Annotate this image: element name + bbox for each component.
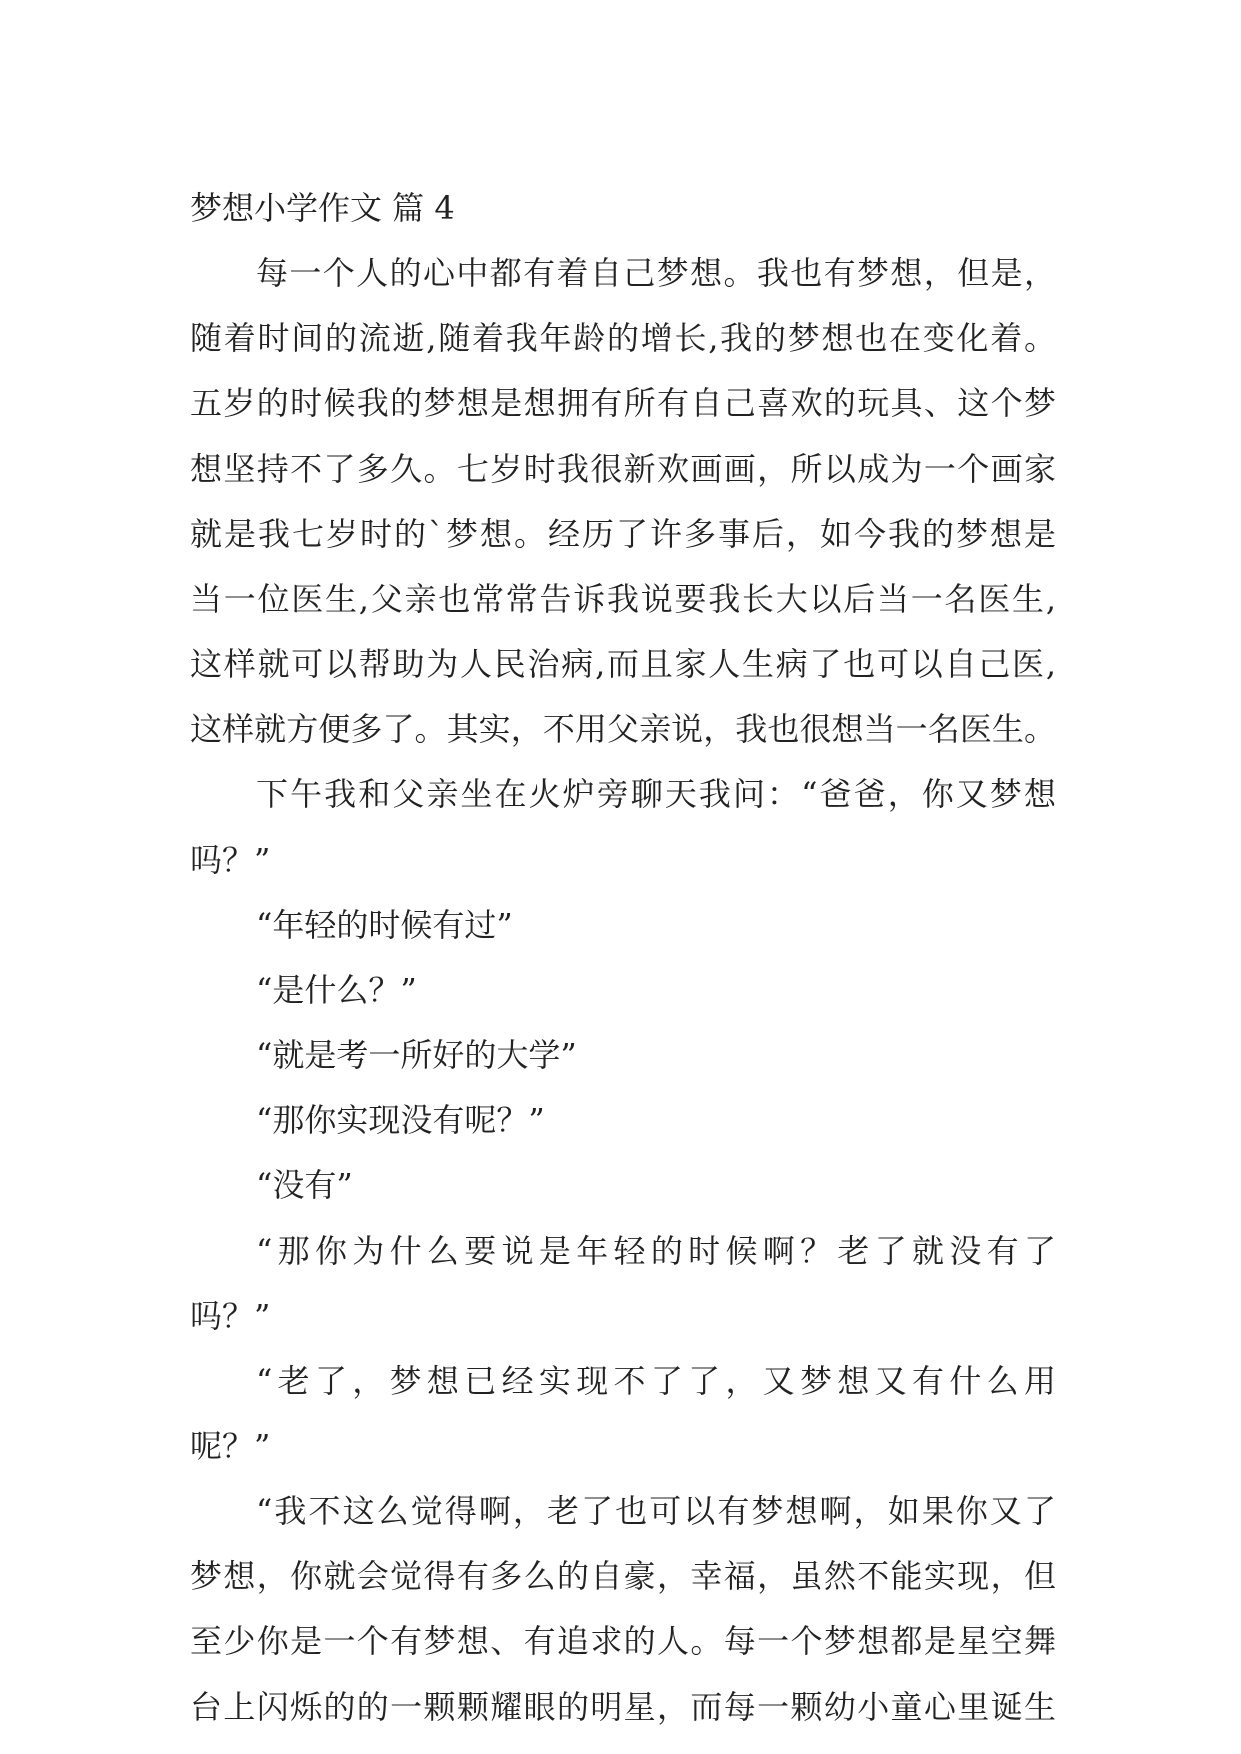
dialogue-line: “那你实现没有呢？” bbox=[256, 1101, 545, 1140]
text-line: 吗？” bbox=[190, 1296, 271, 1335]
text-line: 梦想，你就会觉得有多么的自豪，幸福，虽然不能实现，但 bbox=[190, 1557, 1056, 1596]
text-line: 呢？” bbox=[190, 1426, 271, 1465]
text-line: 下午我和父亲坐在火炉旁聊天我问：“爸爸，你又梦想 bbox=[256, 775, 1056, 814]
dialogue-line: “老了，梦想已经实现不了了，又梦想又有什么用 bbox=[256, 1361, 1056, 1400]
dialogue-line: “年轻的时候有过” bbox=[256, 905, 513, 944]
dialogue-line: “那你为什么要说是年轻的时候啊？老了就没有了 bbox=[256, 1231, 1056, 1270]
text-line: 就是我七岁时的`梦想。经历了许多事后，如今我的梦想是 bbox=[190, 514, 1056, 553]
text-line: 五岁的时候我的梦想是想拥有所有自己喜欢的玩具、这个梦 bbox=[190, 384, 1056, 423]
dialogue-line: “是什么？” bbox=[256, 970, 417, 1009]
text-line: 每一个人的心中都有着自己梦想。我也有梦想，但是， bbox=[256, 254, 1056, 293]
text-line: 台上闪烁的的一颗颗耀眼的明星，而每一颗幼小童心里诞生 bbox=[190, 1687, 1056, 1726]
text-line: 这样就方便多了。其实，不用父亲说，我也很想当一名医生。 bbox=[190, 710, 1056, 749]
text-line: 当一位医生,父亲也常常告诉我说要我长大以后当一名医生, bbox=[190, 579, 1056, 618]
text-line: 至少你是一个有梦想、有追求的人。每一个梦想都是星空舞 bbox=[190, 1622, 1056, 1661]
text-line: 想坚持不了多久。七岁时我很新欢画画，所以成为一个画家 bbox=[190, 449, 1056, 488]
text-line: 这样就可以帮助为人民治病,而且家人生病了也可以自己医, bbox=[190, 645, 1056, 684]
document-body bbox=[190, 176, 1056, 1740]
dialogue-line: “就是考一所好的大学” bbox=[256, 1036, 577, 1075]
dialogue-line: “没有” bbox=[256, 1166, 353, 1205]
text-line: 吗？” bbox=[190, 840, 271, 879]
dialogue-line: “我不这么觉得啊，老了也可以有梦想啊，如果你又了 bbox=[256, 1492, 1056, 1531]
document-title: 梦想小学作文 篇 4 bbox=[190, 189, 455, 227]
text-line: 随着时间的流逝,随着我年龄的增长,我的梦想也在变化着。 bbox=[190, 319, 1056, 358]
